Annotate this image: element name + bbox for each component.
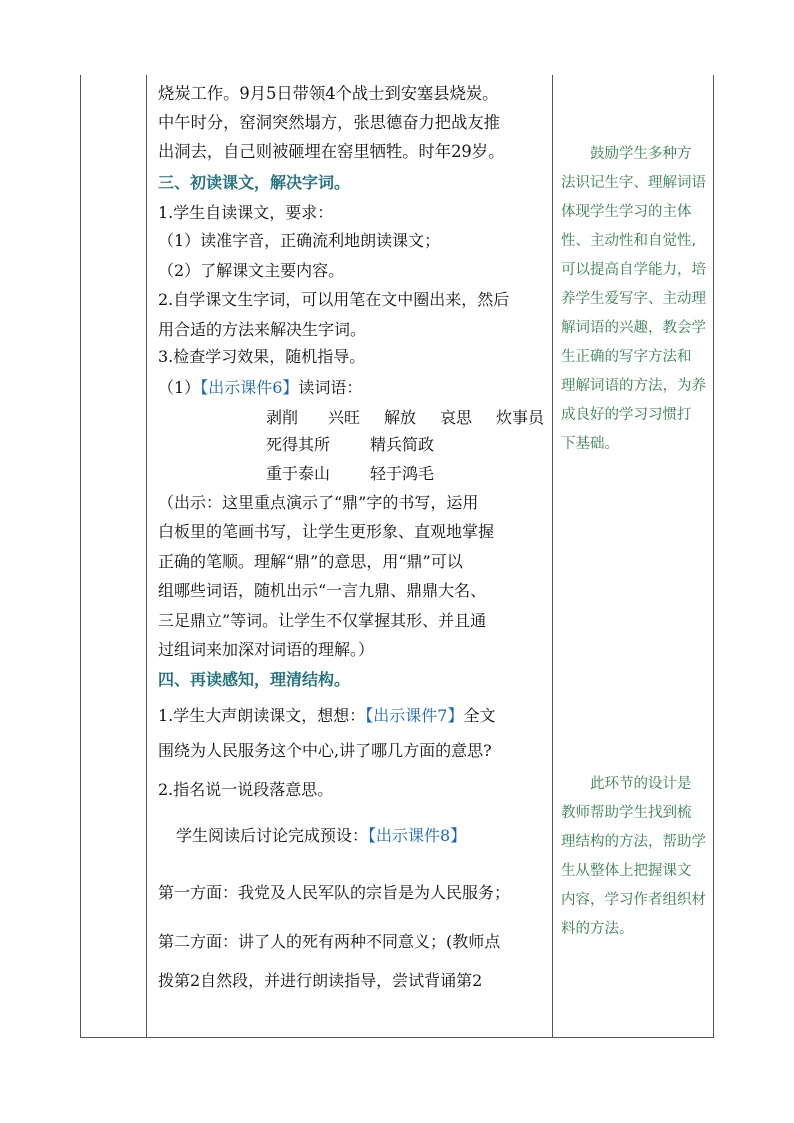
table-border-col1	[146, 75, 147, 1038]
section4-item1-suffix: 全文	[463, 706, 496, 725]
aspect-2-line2: 拨第2自然段，并进行朗读指导，尝试背诵第2	[158, 971, 483, 990]
design-note-line: 料的方法。	[561, 921, 634, 937]
section3-item1-b: （2）了解课文主要内容。	[158, 261, 345, 280]
design-note-line: 内容，学习作者组织材	[561, 892, 706, 908]
section4-heading: 四、再读感知，理清结构。	[158, 670, 351, 689]
intro-line-1: 烧炭工作。9月5日带领4个战士到安塞县烧炭。	[158, 84, 499, 103]
vocab-word: 哀思	[440, 408, 473, 427]
vocab-word: 剥削	[266, 408, 299, 427]
vocab-word: 重于泰山	[266, 464, 331, 483]
section3-item2-line1: 2.自学课文生字词，可以用笔在文中圈出来，然后	[158, 290, 510, 309]
design-note-line: 生正确的写字方法和	[561, 349, 692, 365]
design-note-line: 教师帮助学生找到梳	[561, 805, 692, 821]
table-border-col2	[552, 75, 553, 1038]
intro-line-2: 中午时分，窑洞突然塌方，张思德奋力把战友推	[158, 113, 500, 132]
vocab-word: 解放	[384, 408, 417, 427]
note-line-6: 过组词来加深对词语的理解。）	[158, 640, 375, 659]
section3-heading: 三、初读课文，解决字词。	[158, 173, 351, 192]
design-note-line: 解词语的兴趣，教会学	[561, 320, 706, 336]
design-note-line: 此环节的设计是	[561, 776, 692, 792]
note-line-4: 组哪些词语，随机出示“一言九鼎、鼎鼎大名、	[158, 581, 487, 600]
vocab-row-3	[266, 462, 434, 486]
section4-item2: 2.指名说一说段落意思。	[158, 780, 334, 799]
item-prefix: （1）	[158, 378, 201, 397]
vocab-word: 轻于鸿毛	[370, 464, 435, 483]
aspect-2-line1: 第二方面：讲了人的死有两种不同意义；(教师点	[158, 932, 501, 951]
design-note-line: 理解词语的方法，为养	[561, 378, 706, 394]
design-note-line: 成良好的学习习惯打	[561, 407, 692, 423]
table-border-right	[713, 75, 714, 1038]
design-note-line: 下基础。	[561, 436, 619, 452]
vocab-word: 兴旺	[328, 408, 361, 427]
intro-line-3: 出洞去，自己则被砸埋在窑里牺牲。时年29岁。	[158, 142, 505, 161]
design-note-2	[561, 770, 711, 944]
vocab-word: 炊事员	[496, 408, 545, 427]
section3-item3-sub	[158, 376, 362, 400]
note-line-1: （出示：这里重点演示了“鼎”字的书写，运用	[158, 493, 479, 512]
design-note-1	[561, 140, 711, 459]
vocab-row-1	[266, 406, 544, 430]
design-note-line: 可以提高自学能力，培	[561, 262, 706, 278]
design-note-line: 性、主动性和自觉性,	[561, 233, 697, 249]
aspect-1: 第一方面：我党及人民军队的宗旨是为人民服务；	[158, 883, 511, 902]
design-note-line: 法识记生字、理解词语	[561, 175, 706, 191]
section3-item1-a: （1）读准字音，正确流利地朗读课文；	[158, 231, 441, 250]
courseware-8-link[interactable]: 【出示课件8】	[368, 826, 467, 845]
design-note-line: 鼓励学生多种方	[561, 146, 692, 162]
design-note-line: 养学生爱写字、主动理	[561, 291, 706, 307]
section4-item1	[158, 704, 495, 728]
vocab-row-2	[266, 433, 434, 457]
note-line-5: 三足鼎立”等词。让学生不仅掌握其形、并且通	[158, 611, 487, 630]
table-border-left	[80, 75, 81, 1038]
section4-item1-line2: 围绕为人民服务这个中心,讲了哪几方面的意思?	[158, 741, 492, 760]
design-note-line: 理结构的方法，帮助学	[561, 834, 706, 850]
section3-item2-line2: 用合适的方法来解决生字词。	[158, 320, 367, 339]
section3-item3: 3.检查学习效果，随机指导。	[158, 347, 366, 366]
note-line-2: 白板里的笔画书写，让学生更形象、直观地掌握	[158, 522, 495, 541]
discussion-line	[176, 824, 466, 848]
courseware-7-link[interactable]: 【出示课件7】	[365, 706, 464, 725]
note-line-3: 正确的笔顺。理解“鼎”的意思，用“鼎”可以	[158, 552, 463, 571]
design-note-line: 体现学生学习的主体	[561, 204, 692, 220]
courseware-6-link[interactable]: 【出示课件6】	[200, 378, 299, 397]
design-note-line: 生从整体上把握课文	[561, 863, 692, 879]
vocab-word: 死得其所	[266, 435, 331, 454]
table-border-bottom	[80, 1037, 714, 1038]
section4-item1-text: 1.学生大声朗读课文，想想：	[158, 706, 366, 725]
discussion-text: 学生阅读后讨论完成预设：	[176, 826, 369, 845]
read-words-label: 读词语：	[298, 378, 363, 397]
vocab-word: 精兵简政	[370, 435, 435, 454]
section3-item1: 1.学生自读课文，要求：	[158, 203, 334, 222]
